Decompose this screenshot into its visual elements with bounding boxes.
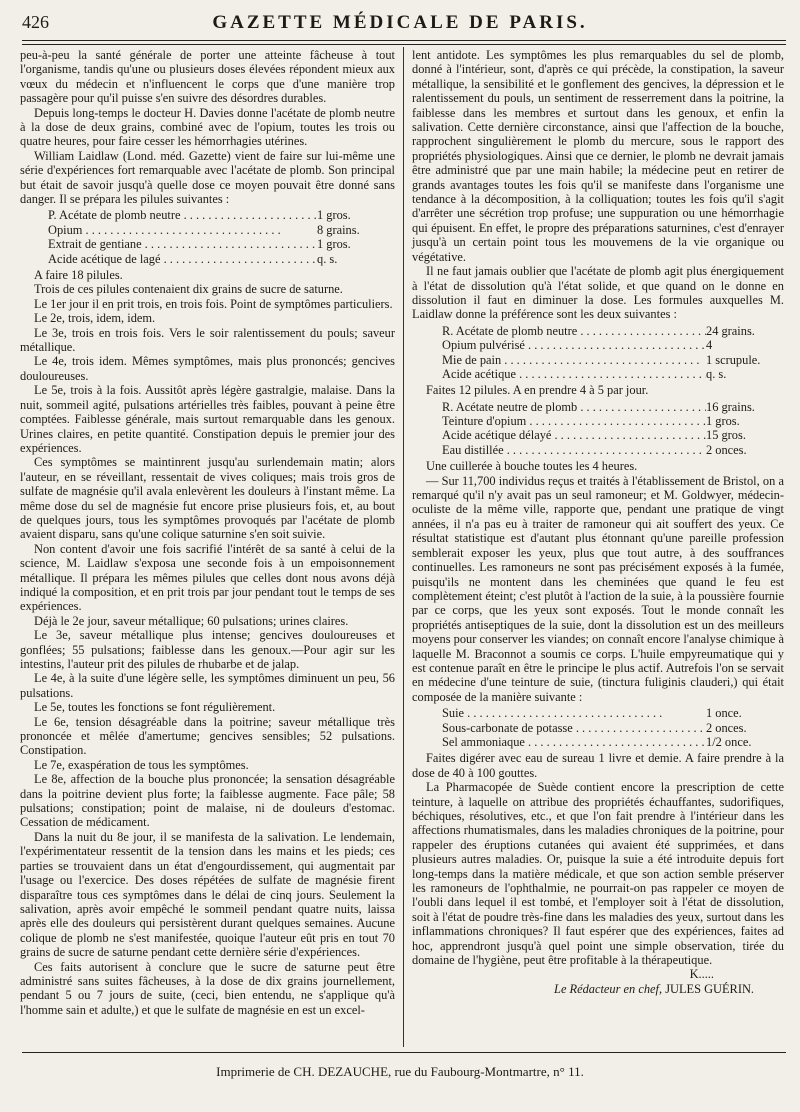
page-number: 426 [22, 12, 49, 32]
recipe-list [20, 208, 395, 266]
recipe-row: R. Acétate neutre de plomb . . . 16 grains. [412, 400, 784, 414]
paragraph: Le 5e, trois à la fois. Aussitôt après légère gastralgie, malaise. Dans la nuit, sommeil agité, pulsations artérielles très faibles, pouvant à peine être comptées. Faiblesse générale, mais surtout remarquable dans les genoux. Urines claires, en petite quantité. Constipation depuis le premier jour des expériences. [20, 383, 395, 455]
paragraph: Le 7e, exaspération de tous les symptômes. [34, 757, 249, 772]
header-rule-double [22, 44, 786, 45]
right-column [412, 48, 784, 996]
recipe-row: Eau distillée . . . 2 onces. [412, 443, 784, 457]
paragraph: Le 3e, trois en trois fois. Vers le soir ralentissement du pouls; saveur métallique. [20, 325, 395, 355]
printer-imprint: Imprimerie de CH. DEZAUCHE, rue du Faubourg-Montmartre, n° 11. [216, 1064, 584, 1079]
recipe-row: Acide acétique . . . q. s. [412, 367, 784, 381]
recipe-row: Opium . . . 8 grains. [20, 223, 395, 237]
paragraph: peu-à-peu la santé générale de porter une atteinte fâcheuse à tout l'organisme, tandis qu'une ou plusieurs doses élevées répondent mieux aux vœux du médecin et n'influencent le corps que d'une manière trop passagère pour qu'il puisse s'en suivre des désordres durables. [20, 48, 395, 106]
paragraph: Le 3e, saveur métallique plus intense; gencives douloureuses et gonflées; 55 pulsations; faiblesse dans les genoux.—Pour agir sur les intestins, l'auteur prit des pilules de rhubarbe et de jalap. [20, 628, 395, 671]
recipe-row: Suie . . . 1 once. [412, 706, 784, 720]
paragraph: Faites 12 pilules. A en prendre 4 à 5 par jour. [426, 383, 649, 398]
paragraph: Non content d'avoir une fois sacrifié l'intérêt de sa santé à celui de la science, M. Laidlaw s'exposa une seconde fois à un empoisonnement métallique. Il prépara les mêmes pilules que celles dont nous avons déjà indiqué la composition, et en prit trois par jour pendant tout le temps de ses expériences. [20, 541, 395, 614]
paragraph: Depuis long-temps le docteur H. Davies donne l'acétate de plomb neutre à la dose de deux grains, combiné avec de l'opium, toutes les trois ou quatre heures, pour faire cesser les hémorrhagies utérines. [20, 105, 395, 149]
paragraph: Le 2e, trois, idem, idem. [34, 311, 156, 326]
header-rule [22, 40, 786, 41]
paragraph: Ces faits autorisent à conclure que le sucre de saturne peut être administré sans suites fâcheuses, à la dose de dix grains journellement, pendant 5 ou 7 jours de suite, (ceci, bien entendu, ne s'applique qu'à l'homme sain et adulte,) et que le sulfate de magnésie en est un excel- [20, 959, 395, 1017]
recipe-list [412, 400, 784, 458]
signature-label: Le Rédacteur en chef, [554, 981, 663, 996]
paragraph: Une cuillerée à bouche toutes les 4 heures. [426, 459, 638, 474]
recipe-row: Sous-carbonate de potasse . . . 2 onces. [412, 721, 784, 735]
paragraph: Le 4e, à la suite d'une légère selle, les symptômes diminuent un peu, 56 pulsations. [20, 671, 395, 700]
author-initial: K..... [689, 967, 714, 982]
recipe-row: Teinture d'opium . . . 1 gros. [412, 414, 784, 428]
signature-name: JULES GUÉRIN. [665, 981, 754, 996]
recipe-list [412, 324, 784, 382]
recipe-row: Acide acétique délayé . . . 15 gros. [412, 428, 784, 442]
paragraph: Le 1er jour il en prit trois, en trois fois. Point de symptômes particuliers. [34, 296, 393, 311]
recipe-row: Acide acétique de lagé . . . q. s. [20, 252, 395, 266]
masthead-title: GAZETTE MÉDICALE DE PARIS. [212, 12, 588, 33]
column-separator [403, 47, 404, 1047]
paragraph: Le 4e, trois idem. Mêmes symptômes, mais plus prononcés; gencives douloureuses. [20, 354, 395, 383]
paragraph: Trois de ces pilules contenaient dix grains de sucre de saturne. [34, 282, 343, 297]
recipe-list [412, 706, 784, 749]
recipe-row: R. Acétate de plomb neutre . . . 24 grains. [412, 324, 784, 338]
paragraph: A faire 18 pilules. [34, 268, 123, 283]
recipe-row: Mie de pain . . . 1 scrupule. [412, 353, 784, 367]
recipe-row: Sel ammoniaque . . . 1/2 once. [412, 735, 784, 749]
editor-signature [412, 982, 784, 996]
footer-rule [22, 1052, 786, 1053]
paragraph: La Pharmacopée de Suède contient encore la prescription de cette teinture, à laquelle on attribue des propriétés échauffantes, sudorifiques, béchiques, résolutives, etc., et que l'on fait prendre à l'intérieur dans les affections rhumatismales, dans les maladies chroniques de la poitrine, pour rappeler des éruptions cutanées qui avaient été supprimées, et dans plusieurs autres maladies. Or, puisque la suie a été introduite depuis fort long-temps dans la matière médicale, et que son action semble préserver les ramoneurs de l'ophthalmie, ne pourrait-on pas rappeler ce moyen de l'oubli dans lequel il est tombé, et l'employer soit à l'état de dissolution, soit à l'état de poudre très-fine dans les maladies des yeux, surtout dans les inflammations chroniques? Il faut espérer que des expériences, faites ad hoc, apprendront jusqu'à quel point une simple observation, tirée du domaine de l'hygiène, peut être profitable à la thérapeutique. [412, 780, 784, 968]
paragraph: Déjà le 2e jour, saveur métallique; 60 pulsations; urines claires. [34, 613, 349, 628]
paragraph: Le 6e, tension désagréable dans la poitrine; saveur métallique très prononcée et mêlée d'amertume; gencives sensibles; 52 pulsations. Constipation. [20, 714, 395, 758]
paragraph: William Laidlaw (Lond. méd. Gazette) vient de faire sur lui-même une série d'expériences fort remarquable avec l'acétate de plomb. Son principal but était de savoir jusqu'à quelle dose ce moyen pouvait être donné sans danger. Il se prépara les pilules suivantes : [20, 148, 395, 207]
paragraph: lent antidote. Les symptômes les plus remarquables du sel de plomb, donné à l'intérieur, sont, d'après ce qui précède, la constipation, la saveur métallique, la sensibilité et le gonflement des gencives, la dépression et le ralentissement du pouls, un sentiment de resserrement dans la poitrine, la faiblesse dans les membres et surtout dans les genoux, et enfin la salivation. Cette dernière circonstance, ainsi que l'affection de la bouche, rapprochent singulièrement le plomb du mercure, sous le rapport des propriétés physiologiques. Ainsi que ce dernier, le plomb ne devrait jamais être administré que par une main habile; la médecine peut en retirer de grands avantages toutes les fois qu'il se manifeste dans l'organisme une tendance à la décomposition, à la colliquation; toutes les fois qu'il s'agit d'arrêter une sécrétion trop profuse; une suppuration ou une hémorrhagie qui épuisent. En effet, le propre des préparations saturnines, c'est d'enrayer jusqu'à un certain point tous les mouvemens de la vie organique ou végétative. [412, 48, 784, 264]
paragraph: Dans la nuit du 8e jour, il se manifesta de la salivation. Le lendemain, l'expérimentateur ressentit de la tension dans les mains et les pieds; ces parties se trouvaient dans un état d'engourdissement, qui augmentait par l'usage ou l'exercice. Des doses répétées de sulfate de magnésie firent disparaître tous ces symptômes dans le délai de cinq jours. Seulement la salivation, après avoir empêché le sommeil pendant quatre nuits, laissa après elle des douleurs qui persistèrent durant quelques semaines. Aucune colique de plomb ne s'est manifestée, quoique l'auteur eût pris en tout 70 grains de sucre de saturne pendant cette dernière série d'expériences. [20, 829, 395, 960]
paragraph: Faites digérer avec eau de sureau 1 livre et demie. A faire prendre à la dose de 40 à 100 gouttes. [412, 751, 784, 780]
paragraph: — Sur 11,700 individus reçus et traités à l'établissement de Bristol, on a remarqué qu'il n'y avait pas un seul ramoneur; et M. Goldwyer, médecin-oculiste de la même ville, rapporte que, pendant une pratique de vingt années, il n'a pas eu à traiter de ramoneur qui ait souffert des yeux. Ce résultat statistique est d'autant plus étonnant qu'une pareille profession semblerait exposer les yeux, plus que tout autre, à des souffrances continuelles. Les ramoneurs ne sont pas précisément exposés à la fumée, puisqu'ils ne montent dans les cheminées que quand le feu est complètement éteint; c'est plutôt à l'action de la suie, à la poussière fournie par ce corps, que les yeux sont exposés. Tout le monde connaît les propriétés antiseptiques de la suie, dont la dissolution est un des meilleurs moyens pour conserver les viandes; on connaît encore l'analyse chimique à laquelle M. Braconnot a soumis ce corps. L'huile empyreumatique qui y est contenue paraît en être le principe le plus actif. Autrefois l'on se servait en médecine d'une teinture de suie, (tinctura fuliginis clauderi,) qui était composée de la manière suivante : [412, 473, 784, 704]
paragraph: Ces symptômes se maintinrent jusqu'au surlendemain matin; alors l'auteur, en se réveillant, ressentait de vives coliques; mais trois gros de sulfate de magnésie qu'il avala enlevèrent les douleurs à l'instant même. La même dose du sel de magnésie fut encore prise plusieurs fois, et, au bout de quelques jours, tous les symptômes provoqués par l'acétate de plomb avaient disparu, sans qu'une colique saturnine s'en soit suivie. [20, 455, 395, 542]
recipe-row: Opium pulvérisé . . . 4 [412, 338, 784, 352]
left-column [20, 48, 395, 1017]
paragraph: Le 8e, affection de la bouche plus prononcée; la sensation désagréable dans la poitrine devient plus forte; la faiblesse augmente. Face pâle; 58 pulsations; constipation; point de malaise, ni de douleurs d'estomac. Cessation de médicament. [20, 772, 395, 830]
recipe-row: Extrait de gentiane . . . 1 gros. [20, 237, 395, 251]
recipe-row: P. Acétate de plomb neutre . . . 1 gros. [20, 208, 395, 222]
paragraph: Il ne faut jamais oublier que l'acétate de plomb agit plus énergiquement à l'état de dissolution qu'à l'état solide, et que quand on le donne en dissolution il faut en diminuer la dose. Les formules auxquelles M. Laidlaw donne la préférence sont les deux suivantes : [412, 264, 784, 322]
paragraph: Le 5e, toutes les fonctions se font régulièrement. [34, 700, 276, 715]
